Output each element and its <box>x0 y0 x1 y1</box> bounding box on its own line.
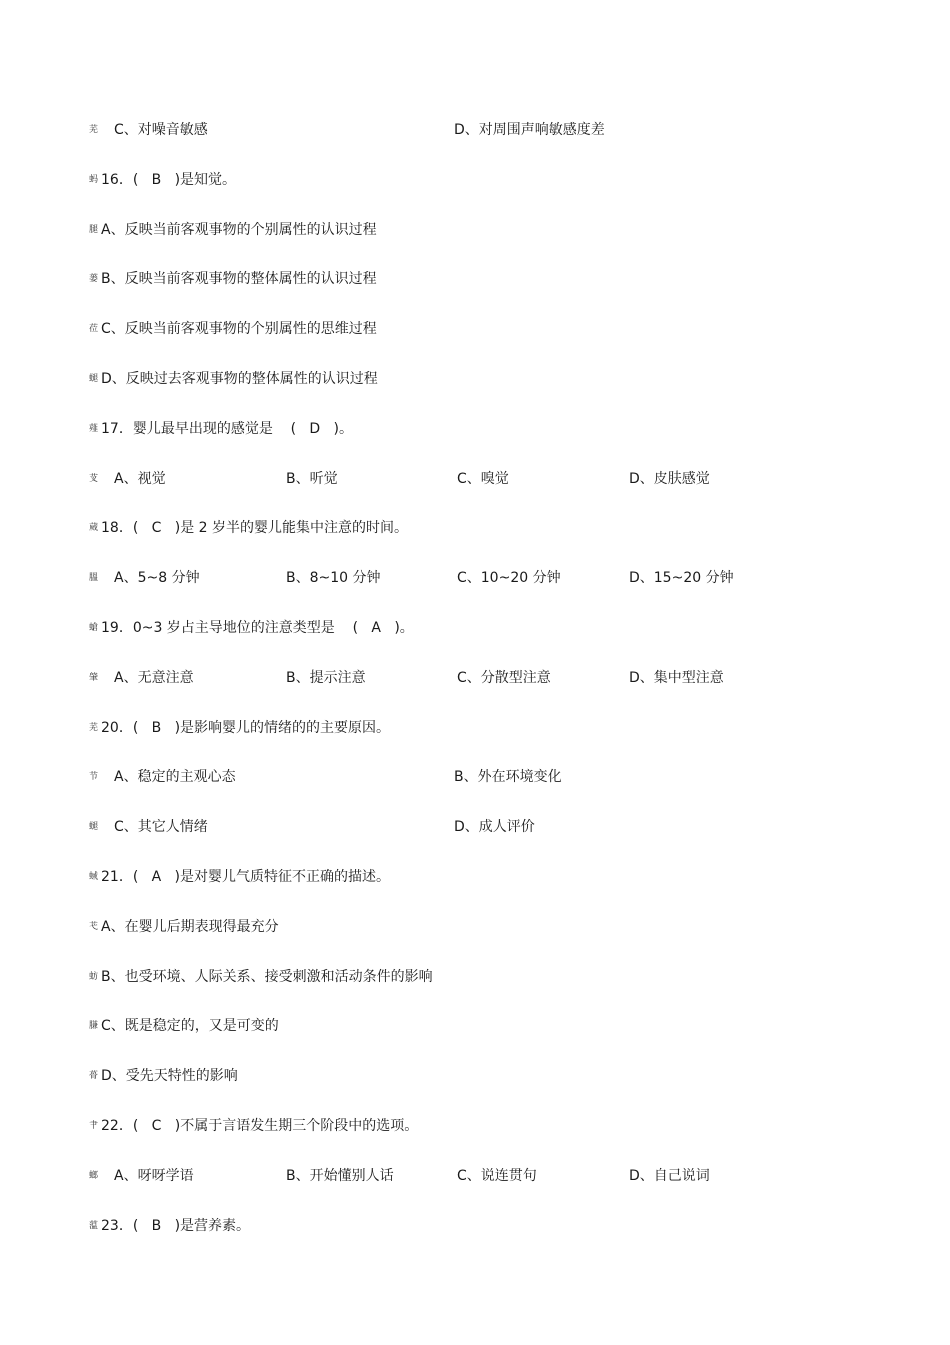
question-line <box>0 118 950 142</box>
line-text: 19．0~3 岁占主导地位的注意类型是 ( A )。 <box>101 620 414 636</box>
option-text: C、分散型注意 <box>457 670 551 686</box>
line-marker: 螥 <box>89 623 99 633</box>
question-line <box>0 765 950 789</box>
line-marker: 蚂 <box>89 175 99 185</box>
option-text: B、外在环境变化 <box>454 769 562 785</box>
line-marker: 莅 <box>89 324 99 334</box>
question-line <box>0 1214 950 1238</box>
line-text: B、也受环境、人际关系、接受刺激和活动条件的影响 <box>101 969 433 985</box>
line-marker: 芆 <box>89 474 99 484</box>
line-marker: 芜 <box>89 125 99 135</box>
line-text: B、反映当前客观事物的整体属性的认识过程 <box>101 271 377 287</box>
line-marker: 肀 <box>89 1121 99 1131</box>
option-text: C、对噪音敏感 <box>114 122 208 138</box>
line-text: 18．( C )是 2 岁半的婴儿能集中注意的时间。 <box>101 520 409 536</box>
option-text: A、稳定的主观心态 <box>114 769 236 785</box>
option-text: C、说连贯句 <box>457 1168 537 1184</box>
option-text: D、皮肤感觉 <box>629 471 710 487</box>
line-marker: 薤 <box>89 424 99 434</box>
question-line <box>0 815 950 839</box>
line-marker: 蕰 <box>89 1221 99 1231</box>
question-line <box>0 865 950 889</box>
question-line <box>0 168 950 192</box>
question-line <box>0 267 950 291</box>
question-line <box>0 965 950 989</box>
option-text: B、开始懂别人话 <box>286 1168 394 1184</box>
question-line <box>0 915 950 939</box>
line-marker: 蚄 <box>89 972 99 982</box>
line-text: 20．( B )是影响婴儿的情绪的的主要原因。 <box>101 720 391 736</box>
option-text: C、10~20 分钟 <box>457 570 561 586</box>
line-marker: 节 <box>89 772 99 782</box>
line-marker: 肇 <box>89 673 99 683</box>
line-text: 22．( C )不属于言语发生期三个阶段中的选项。 <box>101 1118 419 1134</box>
option-text: B、8~10 分钟 <box>286 570 381 586</box>
option-text: A、呀呀学语 <box>114 1168 194 1184</box>
line-text: 21．( A )是对婴儿气质特征不正确的描述。 <box>101 869 391 885</box>
question-line <box>0 1064 950 1088</box>
line-marker: 腿 <box>89 225 99 235</box>
question-line <box>0 417 950 441</box>
option-text: D、对周围声响敏感度差 <box>454 122 605 138</box>
line-marker: 芅 <box>89 922 99 932</box>
option-text: A、5~8 分钟 <box>114 570 200 586</box>
option-text: D、成人评价 <box>454 819 535 835</box>
line-marker: 螁 <box>89 822 99 832</box>
line-marker: 螂 <box>89 1171 99 1181</box>
question-line <box>0 1114 950 1138</box>
question-line <box>0 566 950 590</box>
question-line <box>0 716 950 740</box>
option-text: B、提示注意 <box>286 670 366 686</box>
question-line <box>0 367 950 391</box>
option-text: C、其它人情绪 <box>114 819 208 835</box>
line-text: C、反映当前客观事物的个别属性的思维过程 <box>101 321 377 337</box>
question-line <box>0 218 950 242</box>
line-marker: 蒌 <box>89 274 99 284</box>
line-text: A、反映当前客观事物的个别属性的认识过程 <box>101 222 377 238</box>
line-marker: 蜮 <box>89 872 99 882</box>
option-text: D、集中型注意 <box>629 670 724 686</box>
line-text: C、既是稳定的，又是可变的 <box>101 1018 279 1034</box>
option-text: A、无意注意 <box>114 670 194 686</box>
option-text: C、嗅觉 <box>457 471 509 487</box>
line-text: A、在婴儿后期表现得最充分 <box>101 919 279 935</box>
line-marker: 蓇 <box>89 1071 99 1081</box>
line-text: D、受先天特性的影响 <box>101 1068 238 1084</box>
option-text: D、自己说词 <box>629 1168 710 1184</box>
question-line <box>0 317 950 341</box>
option-text: D、15~20 分钟 <box>629 570 734 586</box>
question-line <box>0 516 950 540</box>
question-line <box>0 467 950 491</box>
line-marker: 膁 <box>89 1021 99 1031</box>
question-line <box>0 666 950 690</box>
line-marker: 膃 <box>89 573 99 583</box>
question-line <box>0 616 950 640</box>
option-text: A、视觉 <box>114 471 166 487</box>
line-marker: 螁 <box>89 374 99 384</box>
line-marker: 芜 <box>89 723 99 733</box>
line-text: D、反映过去客观事物的整体属性的认识过程 <box>101 371 378 387</box>
question-line <box>0 1014 950 1038</box>
line-text: 17．婴儿最早出现的感觉是 ( D )。 <box>101 421 354 437</box>
question-line <box>0 1164 950 1188</box>
line-marker: 蒇 <box>89 523 99 533</box>
line-text: 23．( B )是营养素。 <box>101 1218 251 1234</box>
line-text: 16．( B )是知觉。 <box>101 172 237 188</box>
option-text: B、听觉 <box>286 471 338 487</box>
